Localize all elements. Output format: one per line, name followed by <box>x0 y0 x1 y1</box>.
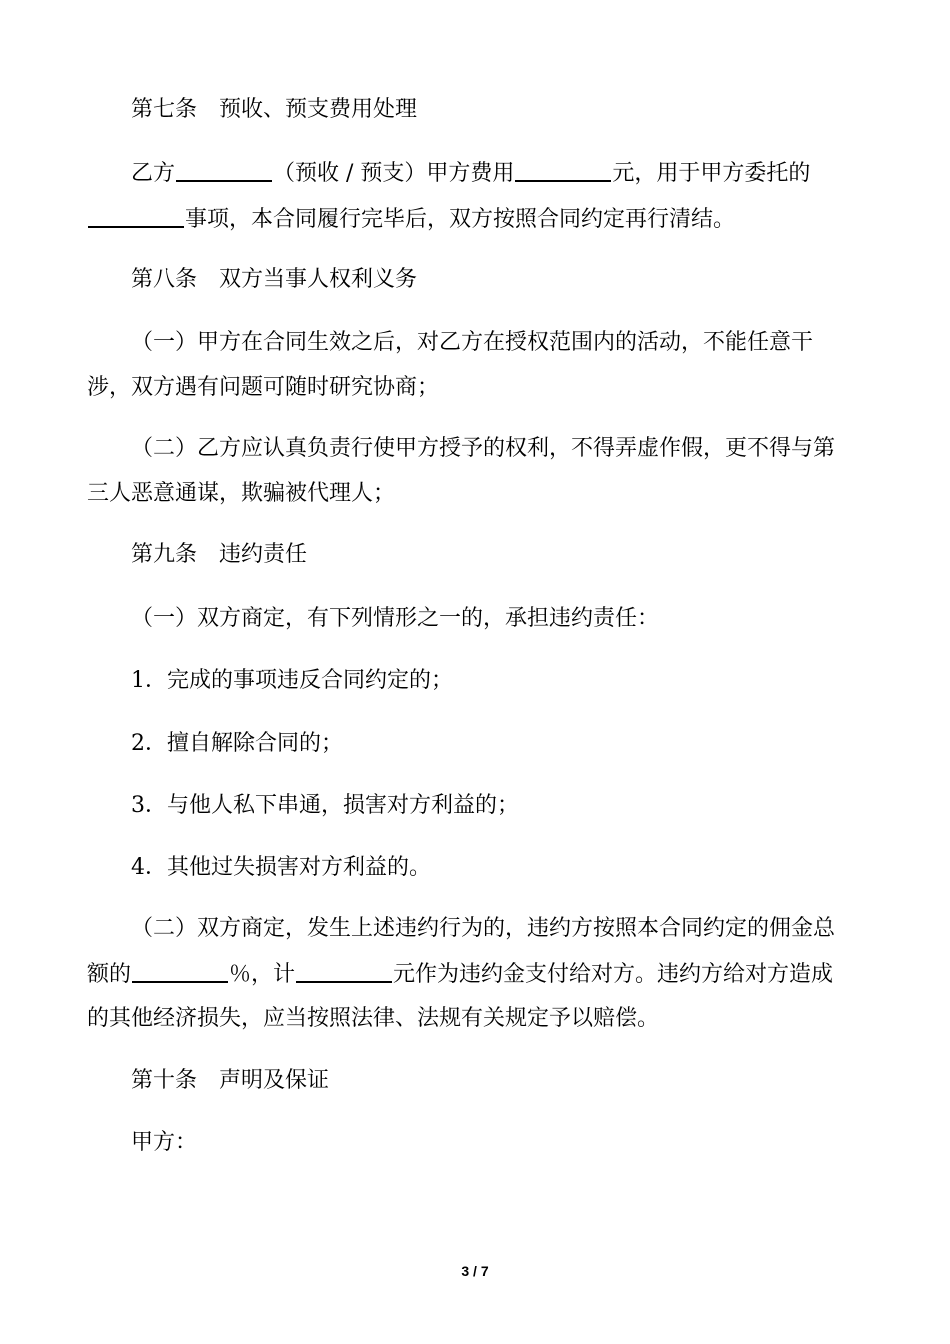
article-9-item-2-line-1: （二）双方商定，发生上述违约行为的，违约方按照本合同约定的佣金总 <box>131 916 836 941</box>
article-number: 第八条 <box>131 267 198 292</box>
list-item <box>0 729 950 759</box>
article-9-heading <box>0 540 950 570</box>
page-number: 3 / 7 <box>461 1263 489 1279</box>
party-a-label: 甲方： <box>131 1130 198 1155</box>
list-item <box>0 666 950 696</box>
article-8-item-2-line-2: 三人恶意通谋，欺骗被代理人； <box>87 481 396 506</box>
article-title: 双方当事人权利义务 <box>219 267 418 292</box>
list-text: 完成的事项违反合同约定的； <box>167 668 454 693</box>
article-number: 第十条 <box>131 1068 198 1093</box>
fill-blank[interactable] <box>515 158 611 182</box>
list-item <box>0 853 950 883</box>
article-number: 第九条 <box>131 542 198 567</box>
list-text: 其他过失损害对方利益的。 <box>167 855 432 880</box>
para-text: ％，计 <box>229 962 296 987</box>
list-text: 与他人私下串通，损害对方利益的； <box>167 793 520 818</box>
para-text: 乙方 <box>131 161 176 186</box>
fill-blank[interactable] <box>176 158 272 182</box>
list-number: 1． <box>131 668 167 693</box>
article-title: 声明及保证 <box>219 1068 330 1093</box>
article-8-item-1-line-1: （一）甲方在合同生效之后，对乙方在授权范围内的活动，不能任意干 <box>131 330 814 355</box>
article-7-para-line-1 <box>0 158 950 189</box>
para-text: 额的 <box>87 962 132 987</box>
list-number: 2． <box>131 731 167 756</box>
article-8-item-2-line-1: （二）乙方应认真负责行使甲方授予的权利，不得弄虚作假，更不得与第 <box>131 436 836 461</box>
article-9-item-2-line-3: 的其他经济损失，应当按照法律、法规有关规定予以赔偿。 <box>87 1006 660 1031</box>
list-text: 擅自解除合同的； <box>167 731 344 756</box>
article-7-para-line-2 <box>0 204 950 235</box>
article-7-heading <box>0 95 950 125</box>
article-9-item-1: （一）双方商定，有下列情形之一的，承担违约责任： <box>131 606 660 631</box>
para-text: （预收 / 预支）甲方费用 <box>273 161 515 186</box>
list-item <box>0 791 950 821</box>
para-text: 事项，本合同履行完毕后，双方按照合同约定再行清结。 <box>185 207 736 232</box>
article-8-heading <box>0 265 950 295</box>
list-number: 3． <box>131 793 167 818</box>
fill-blank[interactable] <box>296 959 392 983</box>
article-title: 预收、预支费用处理 <box>219 97 418 122</box>
para-text: 元，用于甲方委托的 <box>612 161 811 186</box>
fill-blank[interactable] <box>132 959 228 983</box>
article-9-item-2-line-2 <box>0 959 950 990</box>
article-10-heading <box>0 1066 950 1096</box>
article-8-item-1-line-2: 涉，双方遇有问题可随时研究协商； <box>87 375 440 400</box>
para-text: 元作为违约金支付给对方。违约方给对方造成 <box>393 962 834 987</box>
article-number: 第七条 <box>131 97 198 122</box>
fill-blank[interactable] <box>88 204 184 228</box>
article-title: 违约责任 <box>219 542 308 567</box>
list-number: 4． <box>131 855 167 880</box>
